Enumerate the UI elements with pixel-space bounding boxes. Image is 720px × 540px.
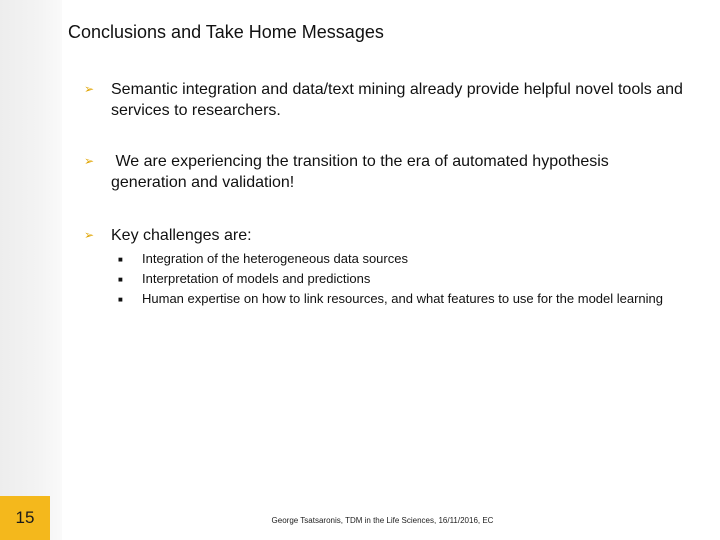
bullet-text-1: Semantic integration and data/text mining already provide helpful novel tools and services to researchers. [111,81,683,119]
bullet-item-2 [84,151,684,193]
sub-bullet-text-3: Human expertise on how to link resources, and what features to use for the model learning [142,291,664,306]
square-bullet-icon: ■ [118,255,123,264]
sub-bullet-text-1: Integration of the heterogeneous data sources [142,251,408,266]
page-number: 15 [15,508,35,527]
arrow-bullet-icon: ➢ [84,82,95,96]
bullet-item-1 [84,79,684,121]
square-bullet-icon: ■ [118,275,123,284]
arrow-bullet-icon: ➢ [84,154,95,168]
left-sidebar-shade [0,0,62,540]
bullet-text-3: Key challenges are: [111,227,252,244]
slide-title: Conclusions and Take Home Messages [68,22,384,42]
square-bullet-icon: ■ [118,295,123,304]
arrow-bullet-icon: ➢ [84,228,95,242]
sub-bullet-item-2 [118,269,698,289]
bullet-item-3 [84,225,684,246]
slide-footer: George Tsatsaronis, TDM in the Life Sciences, 16/11/2016, EC [271,516,494,525]
sub-bullet-text-2: Interpretation of models and predictions [142,271,371,286]
bullet-text-2: We are experiencing the transition to the era of automated hypothesis generation and validation! [111,153,614,191]
sub-bullet-item-3 [118,289,698,309]
sub-bullet-item-1 [118,249,698,269]
sub-bullet-list [118,249,698,309]
